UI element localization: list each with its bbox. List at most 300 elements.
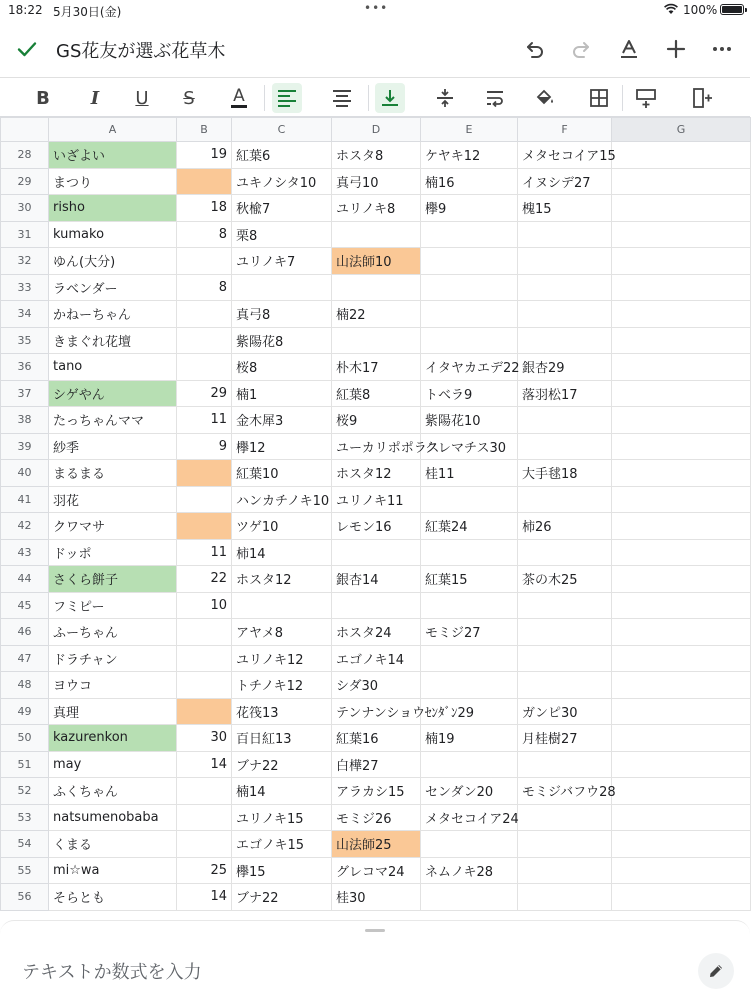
cell-value: ふくちゃん xyxy=(53,785,119,801)
cell-c[interactable] xyxy=(232,195,332,222)
row-header[interactable]: 45 xyxy=(1,592,49,619)
cell-g[interactable] xyxy=(612,884,751,911)
cell-e[interactable] xyxy=(421,725,518,752)
cell-e[interactable] xyxy=(421,539,518,566)
cell-b[interactable] xyxy=(177,513,232,540)
column-header-d[interactable]: D xyxy=(332,118,421,142)
cell-a[interactable] xyxy=(49,327,177,354)
cell-c[interactable] xyxy=(232,619,332,646)
italic-button[interactable] xyxy=(80,83,110,113)
cell-f[interactable] xyxy=(518,539,612,566)
cell-a[interactable] xyxy=(49,433,177,460)
undo-icon[interactable] xyxy=(522,36,548,62)
cell-b[interactable] xyxy=(177,221,232,248)
cell-b[interactable] xyxy=(177,142,232,169)
cell-f[interactable] xyxy=(518,433,612,460)
battery-percent: 100% xyxy=(683,3,718,17)
column-header-e[interactable]: E xyxy=(421,118,518,142)
cell-e[interactable] xyxy=(421,433,518,460)
cell-c[interactable] xyxy=(232,301,332,328)
cell-e[interactable] xyxy=(421,857,518,884)
column-header-g[interactable]: G xyxy=(612,118,751,142)
table-row xyxy=(1,274,751,301)
cell-g[interactable] xyxy=(612,433,751,460)
edit-pencil-button[interactable] xyxy=(698,953,734,989)
cell-b[interactable] xyxy=(177,274,232,301)
cell-f[interactable] xyxy=(518,672,612,699)
cell-a[interactable] xyxy=(49,168,177,195)
cell-g[interactable] xyxy=(612,407,751,434)
cell-a[interactable] xyxy=(49,778,177,805)
cell-b[interactable] xyxy=(177,698,232,725)
cell-b[interactable] xyxy=(177,354,232,381)
cell-value: 真理 xyxy=(53,705,80,721)
cell-b[interactable] xyxy=(177,433,232,460)
cell-g[interactable] xyxy=(612,248,751,275)
select-all-corner[interactable] xyxy=(1,118,49,142)
cell-d[interactable] xyxy=(332,248,421,275)
cell-value: 19 xyxy=(210,147,227,163)
row-header[interactable]: 32 xyxy=(1,248,49,275)
column-header-a[interactable]: A xyxy=(49,118,177,142)
row-header[interactable]: 50 xyxy=(1,725,49,752)
formula-input[interactable]: テキストか数式を入力 xyxy=(22,962,202,983)
cell-e[interactable] xyxy=(421,354,518,381)
row-header[interactable]: 28 xyxy=(1,142,49,169)
cell-d[interactable] xyxy=(332,778,421,805)
cell-d[interactable] xyxy=(332,884,421,911)
cell-a[interactable] xyxy=(49,460,177,487)
cell-c[interactable] xyxy=(232,884,332,911)
cell-g[interactable] xyxy=(612,221,751,248)
cell-c[interactable] xyxy=(232,725,332,752)
cell-value: 14 xyxy=(210,889,227,905)
cell-g[interactable] xyxy=(612,672,751,699)
cell-a[interactable] xyxy=(49,619,177,646)
cell-a[interactable] xyxy=(49,301,177,328)
spreadsheet-grid[interactable] xyxy=(0,117,750,920)
cell-value: グレコマ24 xyxy=(336,864,405,880)
cell-e[interactable] xyxy=(421,778,518,805)
cell-c[interactable] xyxy=(232,566,332,593)
cell-a[interactable] xyxy=(49,645,177,672)
cell-e[interactable] xyxy=(421,327,518,354)
cell-a[interactable] xyxy=(49,486,177,513)
cell-b[interactable] xyxy=(177,460,232,487)
cell-e[interactable] xyxy=(421,804,518,831)
cell-d[interactable] xyxy=(332,380,421,407)
cell-f[interactable] xyxy=(518,301,612,328)
cell-b[interactable] xyxy=(177,195,232,222)
cell-value: ユリノキ15 xyxy=(236,811,304,827)
cell-d[interactable] xyxy=(332,221,421,248)
cell-c[interactable] xyxy=(232,857,332,884)
cell-c[interactable] xyxy=(232,248,332,275)
pencil-icon xyxy=(707,962,725,980)
row-header[interactable]: 47 xyxy=(1,645,49,672)
cell-b[interactable] xyxy=(177,619,232,646)
row-header[interactable]: 42 xyxy=(1,513,49,540)
cell-g[interactable] xyxy=(612,539,751,566)
table-row xyxy=(1,539,751,566)
vertical-align-middle-icon xyxy=(435,88,455,108)
cell-e[interactable] xyxy=(421,698,518,725)
cell-g[interactable] xyxy=(612,274,751,301)
cell-b[interactable] xyxy=(177,539,232,566)
cell-c[interactable] xyxy=(232,407,332,434)
table-row xyxy=(1,380,751,407)
row-header[interactable]: 56 xyxy=(1,884,49,911)
cell-f[interactable] xyxy=(518,619,612,646)
cell-f[interactable] xyxy=(518,592,612,619)
cell-c[interactable] xyxy=(232,672,332,699)
format-toolbar xyxy=(0,79,750,117)
cell-f[interactable] xyxy=(518,380,612,407)
cell-a[interactable] xyxy=(49,884,177,911)
cell-g[interactable] xyxy=(612,460,751,487)
row-header[interactable]: 34 xyxy=(1,301,49,328)
cell-f[interactable] xyxy=(518,168,612,195)
cell-a[interactable] xyxy=(49,592,177,619)
cell-c[interactable] xyxy=(232,486,332,513)
cell-value: 羽花 xyxy=(53,493,80,509)
cell-g[interactable] xyxy=(612,751,751,778)
cell-g[interactable] xyxy=(612,195,751,222)
done-check-icon[interactable] xyxy=(14,36,40,62)
cell-a[interactable] xyxy=(49,698,177,725)
strikethrough-button[interactable] xyxy=(174,83,204,113)
cell-f[interactable] xyxy=(518,274,612,301)
cell-e[interactable] xyxy=(421,168,518,195)
cell-g[interactable] xyxy=(612,513,751,540)
cell-f[interactable] xyxy=(518,566,612,593)
cell-c[interactable] xyxy=(232,698,332,725)
cell-g[interactable] xyxy=(612,804,751,831)
cell-d[interactable] xyxy=(332,804,421,831)
cell-c[interactable] xyxy=(232,592,332,619)
cell-g[interactable] xyxy=(612,168,751,195)
table-row xyxy=(1,804,751,831)
cell-b[interactable] xyxy=(177,168,232,195)
row-header[interactable]: 48 xyxy=(1,672,49,699)
cell-value: モミジバフウ28 xyxy=(522,785,616,801)
cell-f[interactable] xyxy=(518,486,612,513)
cell-e[interactable] xyxy=(421,751,518,778)
cell-d[interactable] xyxy=(332,274,421,301)
row-header[interactable]: 37 xyxy=(1,380,49,407)
cell-c[interactable] xyxy=(232,778,332,805)
cell-e[interactable] xyxy=(421,592,518,619)
cell-a[interactable] xyxy=(49,672,177,699)
cell-b[interactable] xyxy=(177,566,232,593)
cell-f[interactable] xyxy=(518,831,612,858)
row-header[interactable]: 33 xyxy=(1,274,49,301)
column-header-b[interactable]: B xyxy=(177,118,232,142)
row-header[interactable]: 54 xyxy=(1,831,49,858)
cell-d[interactable] xyxy=(332,566,421,593)
drag-handle[interactable] xyxy=(365,929,385,932)
cell-d[interactable] xyxy=(332,195,421,222)
cell-value: 金木犀3 xyxy=(236,414,284,430)
cell-a[interactable] xyxy=(49,804,177,831)
cell-f[interactable] xyxy=(518,645,612,672)
row-header[interactable]: 51 xyxy=(1,751,49,778)
vertical-align-middle-button[interactable] xyxy=(430,83,460,113)
cell-f[interactable] xyxy=(518,248,612,275)
row-header[interactable]: 52 xyxy=(1,778,49,805)
row-header[interactable]: 43 xyxy=(1,539,49,566)
cell-f[interactable] xyxy=(518,460,612,487)
cell-g[interactable] xyxy=(612,857,751,884)
cell-f[interactable] xyxy=(518,142,616,169)
row-header[interactable]: 38 xyxy=(1,407,49,434)
cell-f[interactable] xyxy=(518,221,612,248)
cell-a[interactable] xyxy=(49,831,177,858)
insert-column-button[interactable] xyxy=(687,83,717,113)
vertical-align-bottom-button[interactable] xyxy=(375,83,405,113)
cell-a[interactable] xyxy=(49,248,177,275)
cell-b[interactable] xyxy=(177,778,232,805)
cell-f[interactable] xyxy=(518,751,612,778)
text-format-icon[interactable] xyxy=(616,36,642,62)
cell-c[interactable] xyxy=(232,751,332,778)
cell-c[interactable] xyxy=(232,645,332,672)
row-header[interactable]: 41 xyxy=(1,486,49,513)
cell-f[interactable] xyxy=(518,513,612,540)
cell-e[interactable] xyxy=(421,380,518,407)
more-options-icon[interactable] xyxy=(709,36,735,62)
cell-e[interactable] xyxy=(421,645,518,672)
row-header[interactable]: 40 xyxy=(1,460,49,487)
cell-g[interactable] xyxy=(612,725,751,752)
cell-a[interactable] xyxy=(49,274,177,301)
row-header[interactable]: 49 xyxy=(1,698,49,725)
cell-value: フミピー xyxy=(53,599,105,615)
cell-d[interactable] xyxy=(332,486,421,513)
cell-d[interactable] xyxy=(332,142,421,169)
insert-plus-icon[interactable] xyxy=(663,36,689,62)
cell-c[interactable] xyxy=(232,539,332,566)
cell-g[interactable] xyxy=(612,778,751,805)
cell-value: 30 xyxy=(210,730,227,746)
cell-value: tano xyxy=(53,359,83,375)
cell-d[interactable] xyxy=(332,698,426,725)
cell-e[interactable] xyxy=(421,566,518,593)
cell-g[interactable] xyxy=(612,698,751,725)
cell-c[interactable] xyxy=(232,274,332,301)
cell-a[interactable] xyxy=(49,857,177,884)
cell-e[interactable] xyxy=(421,672,518,699)
cell-e[interactable] xyxy=(421,460,518,487)
cell-d[interactable] xyxy=(332,751,421,778)
cell-g[interactable] xyxy=(612,619,751,646)
cell-g[interactable] xyxy=(612,354,751,381)
row-header[interactable]: 35 xyxy=(1,327,49,354)
cell-a[interactable] xyxy=(49,195,177,222)
cell-b[interactable] xyxy=(177,248,232,275)
cell-b[interactable] xyxy=(177,327,232,354)
cell-d[interactable] xyxy=(332,592,421,619)
row-header[interactable]: 31 xyxy=(1,221,49,248)
cell-c[interactable] xyxy=(232,221,332,248)
cell-value: 紅葉16 xyxy=(336,732,379,748)
align-left-button[interactable] xyxy=(272,83,302,113)
cell-e[interactable] xyxy=(421,407,518,434)
align-center-button[interactable] xyxy=(327,83,357,113)
cell-value: 百日紅13 xyxy=(236,732,292,748)
cell-e[interactable] xyxy=(421,486,518,513)
cell-f[interactable] xyxy=(518,804,612,831)
cell-c[interactable] xyxy=(232,831,332,858)
cell-g[interactable] xyxy=(612,142,751,169)
cell-f[interactable] xyxy=(518,327,612,354)
cell-a[interactable] xyxy=(49,513,177,540)
text-wrap-button[interactable] xyxy=(480,83,510,113)
cell-d[interactable] xyxy=(332,354,421,381)
cell-c[interactable] xyxy=(232,380,332,407)
cell-e[interactable] xyxy=(421,884,518,911)
cell-d[interactable] xyxy=(332,460,421,487)
cell-c[interactable] xyxy=(232,460,332,487)
cell-f[interactable] xyxy=(518,857,612,884)
insert-row-button[interactable] xyxy=(631,83,661,113)
cell-f[interactable] xyxy=(518,354,612,381)
borders-button[interactable] xyxy=(584,83,614,113)
row-header[interactable]: 30 xyxy=(1,195,49,222)
row-header[interactable]: 46 xyxy=(1,619,49,646)
cell-b[interactable] xyxy=(177,831,232,858)
cell-g[interactable] xyxy=(612,380,751,407)
row-header[interactable]: 36 xyxy=(1,354,49,381)
fill-color-button[interactable] xyxy=(530,83,560,113)
cell-g[interactable] xyxy=(612,592,751,619)
redo-icon[interactable] xyxy=(568,36,594,62)
cell-d[interactable] xyxy=(332,672,421,699)
cell-b[interactable] xyxy=(177,857,232,884)
cell-f[interactable] xyxy=(518,195,612,222)
cell-e[interactable] xyxy=(421,831,518,858)
cell-b[interactable] xyxy=(177,592,232,619)
toolbar-divider xyxy=(622,85,623,111)
cell-a[interactable] xyxy=(49,354,177,381)
row-header[interactable]: 39 xyxy=(1,433,49,460)
cell-d[interactable] xyxy=(332,301,421,328)
cell-d[interactable] xyxy=(332,725,421,752)
cell-e[interactable] xyxy=(421,619,518,646)
underline-button[interactable] xyxy=(127,83,157,113)
cell-b[interactable] xyxy=(177,751,232,778)
cell-d[interactable] xyxy=(332,539,421,566)
cell-a[interactable] xyxy=(49,539,177,566)
cell-f[interactable] xyxy=(518,698,612,725)
cell-c[interactable] xyxy=(232,804,332,831)
cell-a[interactable] xyxy=(49,751,177,778)
cell-e[interactable] xyxy=(421,513,518,540)
cell-e[interactable] xyxy=(421,221,518,248)
cell-g[interactable] xyxy=(612,831,751,858)
cell-c[interactable] xyxy=(232,354,332,381)
cell-c[interactable] xyxy=(232,142,332,169)
cell-d[interactable] xyxy=(332,619,421,646)
cell-e[interactable] xyxy=(421,274,518,301)
cell-g[interactable] xyxy=(612,301,751,328)
cell-c[interactable] xyxy=(232,327,332,354)
cell-g[interactable] xyxy=(612,327,751,354)
cell-f[interactable] xyxy=(518,725,612,752)
cell-value: 柿14 xyxy=(236,546,266,562)
cell-d[interactable] xyxy=(332,513,421,540)
cell-value: 落羽松17 xyxy=(522,387,578,403)
cell-d[interactable] xyxy=(332,327,421,354)
cell-value: クワマサ xyxy=(53,520,106,536)
cell-e[interactable] xyxy=(421,142,518,169)
cell-g[interactable] xyxy=(612,566,751,593)
column-header-f[interactable]: F xyxy=(518,118,612,142)
cell-b[interactable] xyxy=(177,725,232,752)
cell-b[interactable] xyxy=(177,645,232,672)
cell-b[interactable] xyxy=(177,301,232,328)
table-row xyxy=(1,195,751,222)
cell-f[interactable] xyxy=(518,884,612,911)
cell-e[interactable] xyxy=(421,301,518,328)
cell-a[interactable] xyxy=(49,221,177,248)
cell-d[interactable] xyxy=(332,168,421,195)
cell-e[interactable] xyxy=(421,195,518,222)
cell-value: メタセコイア15 xyxy=(522,149,616,165)
cell-d[interactable] xyxy=(332,645,421,672)
cell-c[interactable] xyxy=(232,168,332,195)
cell-b[interactable] xyxy=(177,672,232,699)
cell-a[interactable] xyxy=(49,142,177,169)
cell-b[interactable] xyxy=(177,804,232,831)
cell-d[interactable] xyxy=(332,433,440,460)
multitasking-dots-icon[interactable]: ••• xyxy=(364,1,389,15)
column-header-c[interactable]: C xyxy=(232,118,332,142)
cell-a[interactable] xyxy=(49,725,177,752)
cell-a[interactable] xyxy=(49,566,177,593)
cell-value: トチノキ12 xyxy=(236,679,304,695)
cell-g[interactable] xyxy=(612,645,751,672)
cell-d[interactable] xyxy=(332,831,421,858)
table-row xyxy=(1,248,751,275)
cell-e[interactable] xyxy=(421,248,518,275)
cell-a[interactable] xyxy=(49,407,177,434)
text-color-button[interactable] xyxy=(224,83,254,113)
cell-value: 楠19 xyxy=(425,732,455,748)
cell-b[interactable] xyxy=(177,486,232,513)
cell-b[interactable] xyxy=(177,407,232,434)
row-header[interactable]: 55 xyxy=(1,857,49,884)
cell-value: 29 xyxy=(210,385,227,401)
cell-c[interactable] xyxy=(232,513,332,540)
cell-d[interactable] xyxy=(332,407,421,434)
cell-d[interactable] xyxy=(332,857,421,884)
row-header[interactable]: 44 xyxy=(1,566,49,593)
row-header[interactable]: 53 xyxy=(1,804,49,831)
cell-a[interactable] xyxy=(49,380,177,407)
bold-button[interactable] xyxy=(28,83,58,113)
cell-c[interactable] xyxy=(232,433,332,460)
cell-b[interactable] xyxy=(177,380,232,407)
row-header[interactable]: 29 xyxy=(1,168,49,195)
document-title[interactable]: GS花友が選ぶ花草木 xyxy=(56,41,226,62)
vertical-align-bottom-icon xyxy=(380,88,400,108)
cell-value: ホスタ12 xyxy=(336,467,392,483)
cell-b[interactable] xyxy=(177,884,232,911)
cell-f[interactable] xyxy=(518,407,612,434)
cell-g[interactable] xyxy=(612,486,751,513)
cell-f[interactable] xyxy=(518,778,616,805)
